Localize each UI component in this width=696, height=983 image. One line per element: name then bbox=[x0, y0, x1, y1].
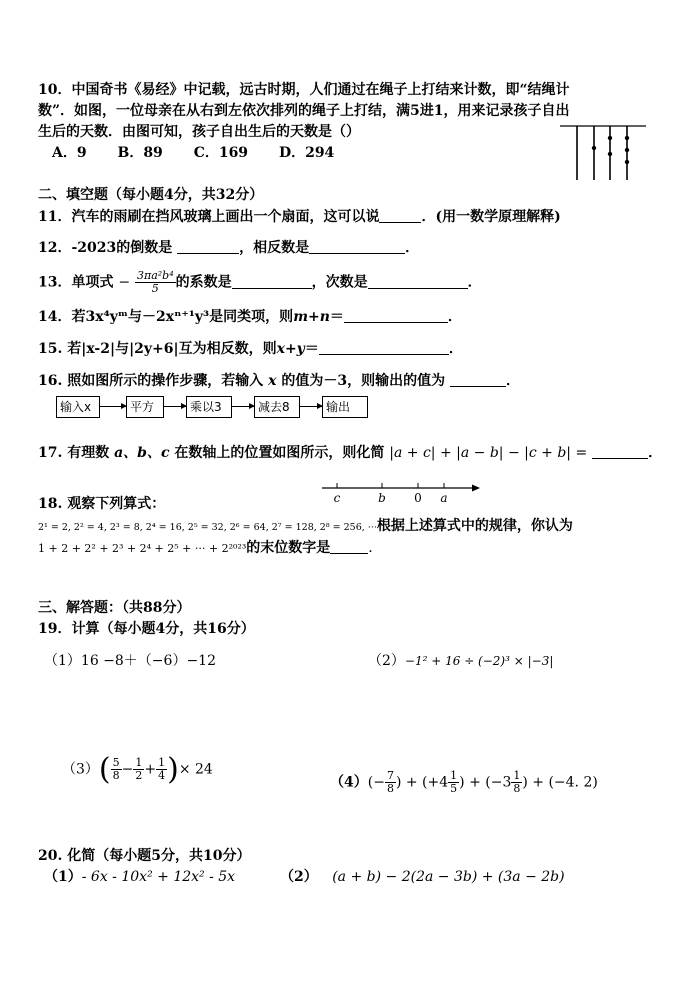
flow-arrow-2 bbox=[164, 406, 186, 407]
q17-end: ． bbox=[648, 445, 663, 461]
q13-denominator: 5 bbox=[151, 282, 159, 295]
flow-input-box: 输入x bbox=[56, 396, 100, 418]
q17-blank[interactable] bbox=[592, 444, 648, 459]
q19-4-frac3: $\frac{1}{8}$ bbox=[513, 769, 521, 795]
q20-2-expr: (a + b) − 2(2a − 3b) + (3a − 2b) bbox=[332, 869, 565, 885]
q17-mid: 在数轴上的位置如图所示，则化简 bbox=[174, 445, 385, 461]
q17-vars: a、b、c bbox=[114, 445, 170, 461]
nl-a: a bbox=[440, 491, 448, 505]
q15-var: x+y bbox=[276, 341, 305, 357]
option-d: D．294 bbox=[278, 145, 335, 161]
option-b: B．89 bbox=[117, 145, 163, 161]
q20-2-label: （2） bbox=[280, 869, 318, 885]
q13-mid: 的系数是 bbox=[175, 274, 232, 291]
q10-options bbox=[52, 142, 334, 162]
q14-end: ． bbox=[447, 309, 462, 325]
q19-3: （3）( $\frac{5}{8}$ − $\frac{1}{2}$ + $\frac{1}{4}$ )× 24 bbox=[62, 752, 213, 787]
q19-3-frac2: $\frac{1}{2}$ bbox=[135, 756, 143, 782]
q19-2-label: （2） bbox=[368, 653, 405, 669]
q15-eq: ＝ bbox=[304, 341, 319, 357]
section3-title: 三、解答题：（共88分） bbox=[38, 600, 191, 616]
flow-output-box: 输出 bbox=[322, 396, 368, 418]
q14-blank[interactable] bbox=[344, 308, 448, 323]
q14-var: m+n bbox=[293, 309, 330, 325]
q13-numerator: 3πa²b⁴ bbox=[136, 269, 174, 282]
flow-multiply-box: 乘以3 bbox=[186, 396, 232, 418]
q17 bbox=[38, 442, 662, 462]
nl-zero: 0 bbox=[414, 491, 422, 505]
option-a: A．9 bbox=[52, 145, 87, 161]
flow-square-box: 平方 bbox=[126, 396, 164, 418]
q13-mid2: ，次数是 bbox=[311, 274, 368, 291]
q16 bbox=[38, 370, 520, 390]
q19-3-label: （3） bbox=[62, 761, 99, 778]
q12-text: 12．-2023的倒数是 bbox=[38, 240, 173, 256]
q18-line3 bbox=[38, 537, 373, 557]
q20-1-label: （1） bbox=[44, 869, 82, 885]
q18-title: 18. 观察下列算式： bbox=[38, 496, 166, 512]
q10-line1: 10．中国奇书《易经》中记载，远古时期，人们通过在绳子上打结来计数，即“结绳计 bbox=[38, 82, 570, 98]
q18-end: . bbox=[368, 540, 373, 556]
q12-end: ． bbox=[405, 240, 420, 256]
q15-end: ． bbox=[448, 341, 463, 357]
q11 bbox=[38, 206, 561, 226]
q18-tail: 的末位数字是 bbox=[246, 540, 331, 556]
q19-2-expr: −1² + 16 ÷ (−2)³ × |−3| bbox=[404, 654, 554, 668]
q13-blank-1[interactable] bbox=[232, 274, 312, 289]
q19-2 bbox=[368, 650, 553, 670]
q10-line2: 数”．如图，一位母亲在从右到左依次排列的绳子上打结，满5进1，用来记录孩子自出 bbox=[38, 103, 570, 119]
q19-4-label: （4） bbox=[330, 774, 368, 791]
q16-text: 16. 照如图所示的操作步骤，若输入 bbox=[38, 373, 264, 389]
q10-line3: 生后的天数．由图可知，孩子自出生后的天数是（） bbox=[38, 124, 360, 140]
q12-mid: ，相反数是 bbox=[239, 240, 310, 256]
q13-blank-2[interactable] bbox=[368, 274, 468, 289]
q18-powers: 2¹ = 2, 2² = 4, 2³ = 8, 2⁴ = 16, 2⁵ = 32, 2⁶ = 64, 2⁷ = 128, 2⁸ = 256, ··· bbox=[38, 522, 377, 533]
flow-subtract-box: 减去8 bbox=[254, 396, 300, 418]
q19-4: （4）(− $\frac{7}{8}$ ) + (+4 $\frac{1}{5}$ ) + (−3 $\frac{1}{8}$ ) + (−4. 2) bbox=[330, 769, 598, 795]
q19-1: （1）16 −8＋（−6）−12 bbox=[44, 653, 216, 669]
nl-b: b bbox=[378, 491, 386, 505]
q12-blank-2[interactable] bbox=[309, 239, 405, 254]
q16-x: x bbox=[268, 373, 277, 389]
q19-title: 19．计算（每小题4分，共16分） bbox=[38, 621, 255, 637]
q18-blank[interactable] bbox=[330, 539, 368, 554]
q11-tail: ．(用一数学原理解释) bbox=[421, 209, 561, 225]
q11-text: 11．汽车的雨刷在挡风玻璃上画出一个扇面，这可以说 bbox=[38, 209, 380, 225]
q13-fraction bbox=[135, 270, 176, 295]
q16-end: ． bbox=[505, 373, 520, 389]
q15-blank[interactable] bbox=[319, 340, 449, 355]
q12 bbox=[38, 237, 419, 257]
q11-blank[interactable] bbox=[379, 208, 421, 223]
q14 bbox=[38, 306, 462, 326]
q14-text: 14．若3x⁴yᵐ与－2xⁿ⁺¹y³是同类项，则 bbox=[38, 309, 294, 325]
q15-text: 15. 若|x-2|与|2y+6|互为相反数，则 bbox=[38, 341, 277, 357]
flow-arrow-1 bbox=[100, 406, 126, 407]
q13-end: ． bbox=[467, 274, 482, 291]
q14-eq: ＝ bbox=[329, 309, 344, 325]
q17-text: 17. 有理数 bbox=[38, 445, 110, 461]
q20-title: 20. 化简（每小题5分，共10分） bbox=[38, 848, 251, 864]
flow-arrow-3 bbox=[232, 406, 254, 407]
flow-arrow-4 bbox=[300, 406, 322, 407]
q13-text: 13．单项式 bbox=[38, 274, 114, 291]
q17-expression: |a + c| + |a − b| − |c + b| = bbox=[389, 445, 588, 461]
q18-sum: 1 + 2 + 2² + 2³ + 2⁴ + 2⁵ + ··· + 2²⁰²³ bbox=[38, 542, 247, 555]
knot-rope-figure bbox=[560, 124, 650, 184]
option-c: C．169 bbox=[193, 145, 249, 161]
q20-1-expr: - 6x - 10x² + 12x² - 5x bbox=[81, 869, 236, 885]
q13: 13．单项式 − $\frac{\text{3πa²b⁴}}{5}$ 的系数是 ，次数是 ． bbox=[38, 269, 482, 295]
q19-3-frac1: $\frac{5}{8}$ bbox=[112, 756, 120, 782]
q18-question: 根据上述算式中的规律，你认为 bbox=[376, 518, 573, 534]
q19-4-frac2: $\frac{1}{5}$ bbox=[450, 769, 458, 795]
number-line bbox=[318, 478, 488, 506]
q20-1 bbox=[44, 866, 235, 886]
q19-3-frac3: $\frac{1}{4}$ bbox=[158, 756, 166, 782]
q20-2 bbox=[280, 866, 565, 886]
q12-blank-1[interactable] bbox=[177, 239, 239, 254]
q19-3-tail: × 24 bbox=[178, 761, 213, 778]
section2-title: 二、填空题（每小题4分，共32分） bbox=[38, 187, 264, 203]
q16-mid: 的值为－3，则输出的值为 bbox=[281, 373, 446, 389]
q19-4-frac1: $\frac{7}{8}$ bbox=[386, 769, 394, 795]
q15 bbox=[38, 338, 463, 358]
q18-line2 bbox=[38, 515, 573, 535]
nl-c: c bbox=[333, 491, 341, 505]
q16-blank[interactable] bbox=[450, 372, 506, 387]
